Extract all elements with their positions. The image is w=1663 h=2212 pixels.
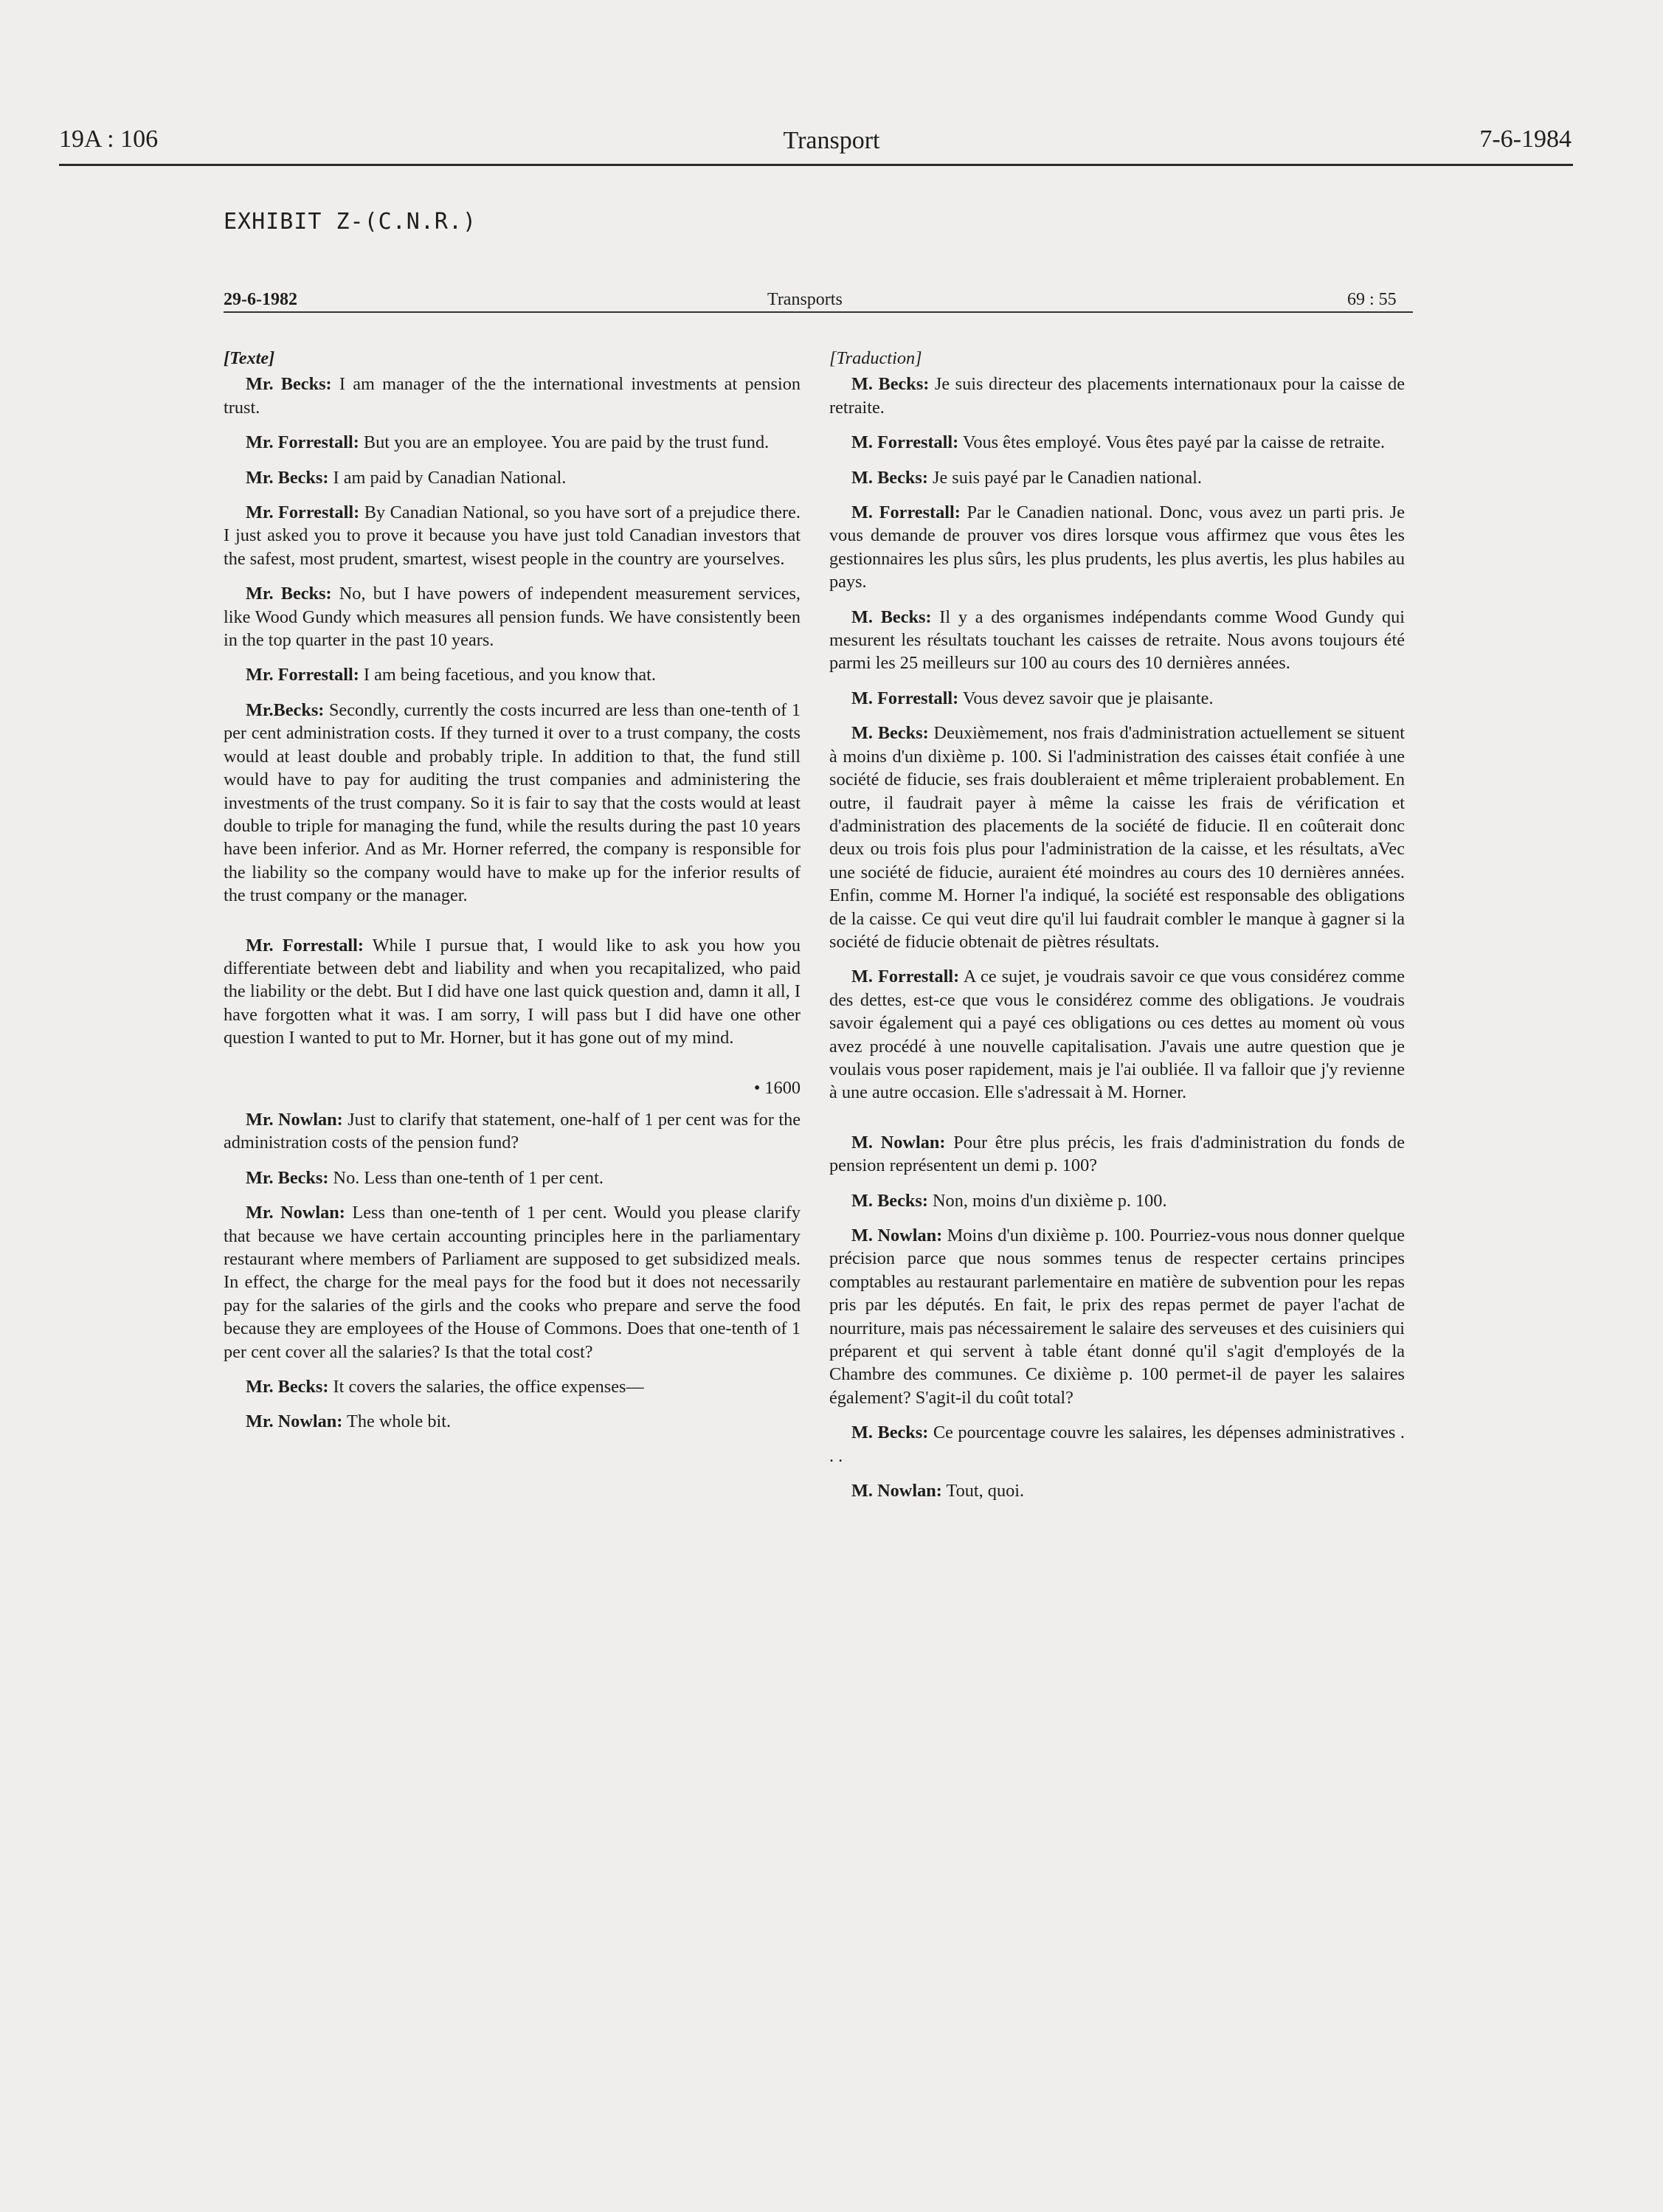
inner-page-number: 69 : 55 xyxy=(1347,290,1397,309)
transcript-paragraph: Mr. Nowlan: Just to clarify that statement, one-half of 1 per cent was for the administration costs of the pension fund? xyxy=(224,1109,801,1153)
running-title: Transport xyxy=(783,127,880,154)
page-date: 7-6-1984 xyxy=(1479,125,1572,153)
french-column xyxy=(829,347,1405,1514)
transcript-paragraph: M. Becks: Je suis payé par le Canadien national. xyxy=(851,467,1203,488)
time-marker: • 1600 xyxy=(753,1077,801,1098)
transcript-paragraph: M. Forrestall: Vous devez savoir que je plaisante. xyxy=(851,688,1214,708)
transcript-paragraph: M. Becks: Non, moins d'un dixième p. 100. xyxy=(851,1190,1167,1211)
transcript-paragraph: M. Forrestall: Par le Canadien national. Donc, vous avez un parti pris. Je vous demande de prouver vos dires lorsque vous affirmez que vous êtes les gestionnaires les plus sûrs, les plus prudents, les plus avertis, les plus habiles au pays. xyxy=(829,502,1405,592)
column-tag: [Traduction] xyxy=(829,348,922,368)
transcript-paragraph: Mr. Nowlan: The whole bit. xyxy=(246,1411,452,1432)
header-rule xyxy=(59,164,1573,166)
transcript-paragraph: M. Nowlan: Tout, quoi. xyxy=(851,1481,1025,1501)
transcript-paragraph: M. Becks: Deuxièmement, nos frais d'administration actuellement se situent à moins d'un dixième p. 100. Si l'administration des caisses était confiée à une société de fiducie, ses frais doubleraient et même tripleraient probablement. En outre, il faudrait payer à même la caisse les frais de vérification et d'administration des placements de la société de fiducie. Il en coûterait donc deux ou trois fois plus pour l'administration de la caisse, et les résultats, aVec une société de fiducie, auraient été moindres au cours des 10 dernières années. Enfin, comme M. Horner l'a indiqué, la société est responsable des obligations de la caisse. Ce qui veut dire qu'il lui faudrait combler le manque à gagner si la société de fiducie obtenait de piètres résultats. xyxy=(829,723,1405,952)
transcript-paragraph: Mr. Forrestall: By Canadian National, so you have sort of a prejudice there. I just asked you to prove it because you have just told Canadian investors that the safest, most prudent, smartest, wisest people in the country are yourselves. xyxy=(224,502,801,569)
transcript-paragraph: M. Becks: Je suis directeur des placements internationaux pour la caisse de retraite. xyxy=(829,374,1406,418)
column-tag: [Texte] xyxy=(224,348,275,368)
transcript-paragraph: Mr. Becks: No. Less than one-tenth of 1 per cent. xyxy=(246,1167,604,1188)
transcript-paragraph: M. Nowlan: Moins d'un dixième p. 100. Pourriez-vous nous donner quelque précision parce que nous sommes tenus de respecter certains principes comptables au restaurant parlementaire en matière de subvention pour les repas pris par les députés. En fait, le prix des repas permet de payer l'achat de nourriture, mais pas nécessairement le salaire des serveuses et des cuisiniers qui préparent et qui servent à table étant donné qu'il s'agit d'employés de la Chambre des communes. Ce dixième p. 100 permet-il de payer les salaires également? S'agit-il du coût total? xyxy=(829,1226,1405,1408)
page-number: 19A : 106 xyxy=(59,125,159,153)
transcript-paragraph: M. Becks: Ce pourcentage couvre les salaires, les dépenses administratives . . . xyxy=(829,1423,1405,1466)
transcript-paragraph: Mr. Becks: It covers the salaries, the office expenses— xyxy=(246,1377,644,1397)
transcript-paragraph: Mr.Becks: Secondly, currently the costs incurred are less than one-tenth of 1 per cent administration costs. If they turned it over to a trust company, the costs would at least double and probably triple. In addition to that, the fund still would have to pay for auditing the trust companies and administering the investments of the trust company. So it is fair to say that the costs would at least double to triple for managing the fund, while the results during the past 10 years have been inferior. And as Mr. Horner referred, the company is responsible for the liability so the company would have to make up for the inferior results of the trust company or the manager. xyxy=(224,699,801,906)
transcript-paragraph: Mr. Forrestall: While I pursue that, I would like to ask you how you differentiate between debt and liability and when you recapitalized, who paid the liability or the debt. But I did have one last quick question and, damn it all, I have forgotten what it was. I am sorry, I will pass but I did have one other question I wanted to put to Mr. Horner, but it has gone out of my mind. xyxy=(224,935,801,1048)
exhibit-label: EXHIBIT Z-(C.N.R.) xyxy=(224,209,477,235)
transcript-paragraph: M. Becks: Il y a des organismes indépendants comme Wood Gundy qui mesurent les résultats touchant les caisses de retraite. Nous avons toujours été parmi les 25 meilleurs sur 100 au cours des 10 dernières années. xyxy=(829,606,1405,674)
transcript-paragraph: Mr. Becks: No, but I have powers of independent measurement services, like Wood Gundy which measures all pension funds. We have consistently been in the top quarter in the past 10 years. xyxy=(224,584,801,651)
transcript-paragraph: M. Forrestall: A ce sujet, je voudrais savoir ce que vous considérez comme des dettes, est-ce que vous le considérez comme des obligations. Je voudrais savoir également qui a payé ces obligations ou ces dettes au moment où vous avez procédé à une nouvelle capitalisation. J'avais une autre question que je voulais vous poser rapidement, mais je l'ai oubliée. Il va falloir que j'y revienne à une autre occasion. Elle s'adressait à M. Horner. xyxy=(829,967,1405,1103)
transcript-paragraph: M. Forrestall: Vous êtes employé. Vous êtes payé par la caisse de retraite. xyxy=(851,432,1386,453)
transcript-paragraph: Mr. Forrestall: But you are an employee. You are paid by the trust fund. xyxy=(246,432,770,453)
transcript-paragraph: Mr. Becks: I am paid by Canadian National. xyxy=(246,467,567,488)
inner-title: Transports xyxy=(767,290,843,309)
inner-header-rule xyxy=(224,311,1413,313)
inner-date: 29-6-1982 xyxy=(224,290,297,309)
transcript-paragraph: Mr. Nowlan: Less than one-tenth of 1 per cent. Would you please clarify that because we have certain accounting principles here in the parliamentary restaurant where members of Parliament are supposed to get subsidized meals. In effect, the charge for the meal pays for the food but it does not necessarily pay for the salaries of the girls and the cooks who prepare and serve the food because they are employees of the House of Commons. Does that one-tenth of 1 per cent cover all the salaries? Is that the total cost? xyxy=(224,1203,801,1362)
english-column xyxy=(224,347,801,1445)
transcript-paragraph: M. Nowlan: Pour être plus précis, les frais d'administration du fonds de pension représentent un demi p. 100? xyxy=(829,1132,1405,1176)
transcript-paragraph: Mr. Becks: I am manager of the the international investments at pension trust. xyxy=(224,374,801,418)
transcript-paragraph: Mr. Forrestall: I am being facetious, and you know that. xyxy=(246,665,656,685)
